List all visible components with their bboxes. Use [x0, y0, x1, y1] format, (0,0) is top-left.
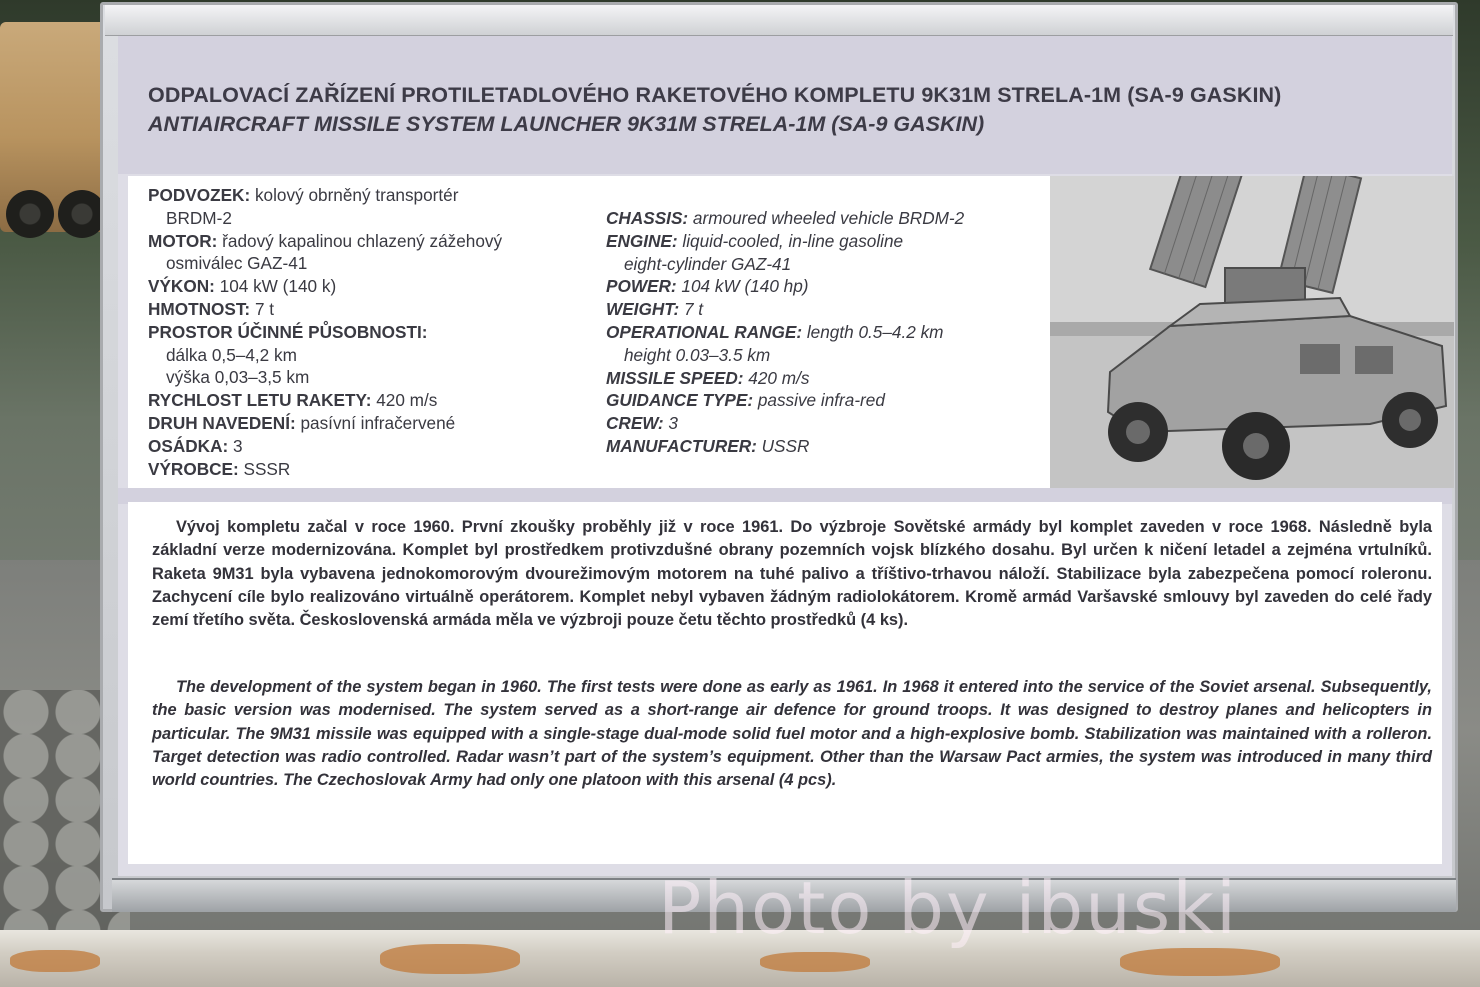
spec-value: 7 t — [679, 299, 704, 320]
spec-label: HMOTNOST: — [148, 298, 251, 319]
spec-row — [148, 344, 502, 367]
spec-value: 3 — [228, 435, 243, 456]
spec-row — [148, 435, 502, 458]
spec-value: passive infra-red — [753, 390, 885, 411]
specifications-section — [128, 176, 1454, 488]
spec-value: 3 — [663, 413, 678, 434]
spec-label: VÝROBCE: — [148, 458, 239, 479]
spec-value: length 0.5–4.2 km — [802, 321, 944, 342]
vehicle-wheel — [58, 190, 106, 238]
spec-value: 420 m/s — [371, 390, 438, 411]
spec-value: BRDM-2 — [166, 207, 232, 228]
spec-row — [606, 253, 964, 276]
rust-patch — [380, 944, 520, 974]
spec-value: height 0.03–3.5 km — [624, 344, 771, 365]
spec-value: kolový obrněný transportér — [250, 185, 459, 205]
spec-row — [606, 435, 964, 458]
spec-value: 104 kW (140 hp) — [676, 276, 809, 297]
spec-row — [606, 207, 964, 230]
spec-row — [148, 207, 502, 230]
spec-label: OSÁDKA: — [148, 435, 229, 456]
spec-value: dálka 0,5–4,2 km — [166, 344, 297, 365]
spec-label: PROSTOR ÚČINNÉ PŮSOBNOSTI: — [148, 321, 428, 342]
spec-row — [148, 230, 502, 253]
spec-value: pasívní infračervené — [295, 412, 456, 433]
specs-czech — [148, 184, 502, 480]
spec-value: 7 t — [250, 298, 275, 319]
spec-label: MISSILE SPEED: — [606, 367, 744, 388]
spec-row — [606, 367, 964, 390]
spec-value: 104 kW (140 k) — [214, 276, 337, 297]
spec-row — [148, 275, 502, 298]
info-placard — [118, 36, 1452, 876]
spec-label: DRUH NAVEDENÍ: — [148, 412, 296, 433]
spec-value: USSR — [756, 435, 810, 456]
spec-row — [606, 298, 964, 321]
spec-row — [148, 366, 502, 389]
spec-row — [606, 230, 964, 253]
title-czech: ODPALOVACÍ ZAŘÍZENÍ PROTILETADLOVÉHO RAKETOVÉHO KOMPLETU 9K31M STRELA-1M (SA-9 GASKIN) — [148, 83, 1282, 107]
description-english: The development of the system began in 1960. The first tests were done as early as 1961. In 1968 it entered into the service of the Soviet arsenal. Subsequently, the basic version was modernised. The system served as a short-range air defence for ground troops. It was designed to destroy planes and helicopters in particular. The 9M31 missile was equipped with a single-stage dual-mode solid fuel motor and a high-explosive bomb. Stabilization was maintained with a rolleron. Target detection was radio controlled. Radar wasn’t part of the system’s equipment. Other than the Warsaw Pact armies, the system was introduced in many third world countries. The Czechoslovak Army had only one platoon with this arsenal (4 pcs). — [152, 678, 1432, 790]
spec-row — [606, 412, 964, 435]
spec-row — [606, 275, 964, 298]
spec-value: armoured wheeled vehicle BRDM-2 — [688, 208, 965, 228]
photo-watermark: Photo by ibuski — [658, 866, 1239, 950]
spec-value: řadový kapalinou chlazený zážehový — [217, 230, 503, 251]
specs-english — [606, 207, 964, 458]
spec-label: CREW: — [606, 413, 664, 434]
spec-label: POWER: — [606, 276, 677, 297]
spec-row — [148, 252, 502, 275]
spec-row — [148, 412, 502, 435]
background-vehicle — [0, 22, 108, 232]
vehicle-wheel — [6, 190, 54, 238]
spec-label: PODVOZEK: — [148, 185, 251, 205]
spec-row — [148, 298, 502, 321]
spec-label: MANUFACTURER: — [606, 435, 757, 456]
title-english: ANTIAIRCRAFT MISSILE SYSTEM LAUNCHER 9K31M STRELA-1M (SA-9 GASKIN) — [148, 112, 985, 136]
description-section — [128, 502, 1442, 864]
spec-row — [606, 321, 964, 344]
spec-row — [148, 389, 502, 412]
spec-value: výška 0,03–3,5 km — [166, 367, 310, 388]
rust-patch — [1120, 948, 1280, 976]
spec-row — [148, 458, 502, 481]
spec-row — [148, 321, 502, 344]
spec-row — [606, 344, 964, 367]
spec-row — [606, 389, 964, 412]
spec-value: liquid-cooled, in-line gasoline — [677, 230, 904, 251]
spec-label: OPERATIONAL RANGE: — [606, 321, 803, 342]
spec-value: eight-cylinder GAZ-41 — [624, 253, 792, 274]
description-czech: Vývoj kompletu začal v roce 1960. První zkoušky proběhly již v roce 1961. Do výzbroje Sovětské armády byl komplet zaveden v roce 1968. Následně byla základní verze modernizována. Komplet byl prostředkem protivzdušné obrany pozemních vojsk blízkého dosahu. Byl určen k ničení letadel a zejména vrtulníků. Raketa 9M31 byla vybavena jednokomorovým dvourežimovým motorem na tuhé palivo a tříštivo-trhavou náloží. Stabilizace byla zabezpečena pomocí roleronu. Zachycení cíle bylo realizováno virtuálně operátorem. Komplet nebyl vybaven žádným radiolokátorem. Kromě armád Varšavské smlouvy byl zaveden do celé řady zemí třetího světa. Československá armáda měla ve výzbroji pouze četu těchto prostředků (4 ks). — [152, 518, 1432, 630]
spec-row — [148, 184, 502, 207]
rust-patch — [10, 950, 100, 972]
spec-label: CHASSIS: — [606, 208, 689, 228]
spec-label: GUIDANCE TYPE: — [606, 390, 754, 411]
spec-label: WEIGHT: — [606, 299, 680, 320]
vehicle-photo — [1050, 176, 1454, 488]
placard-frame-top — [105, 5, 1453, 36]
spec-label: ENGINE: — [606, 230, 678, 251]
spec-label: RYCHLOST LETU RAKETY: — [148, 390, 372, 411]
rust-patch — [760, 952, 870, 972]
spec-value: SSSR — [238, 458, 291, 479]
spec-label: MOTOR: — [148, 230, 218, 251]
spec-value: osmiválec GAZ-41 — [166, 253, 308, 274]
spec-label: VÝKON: — [148, 276, 215, 297]
spec-value: 420 m/s — [743, 367, 810, 388]
missile-launcher-illustration — [1050, 176, 1454, 488]
